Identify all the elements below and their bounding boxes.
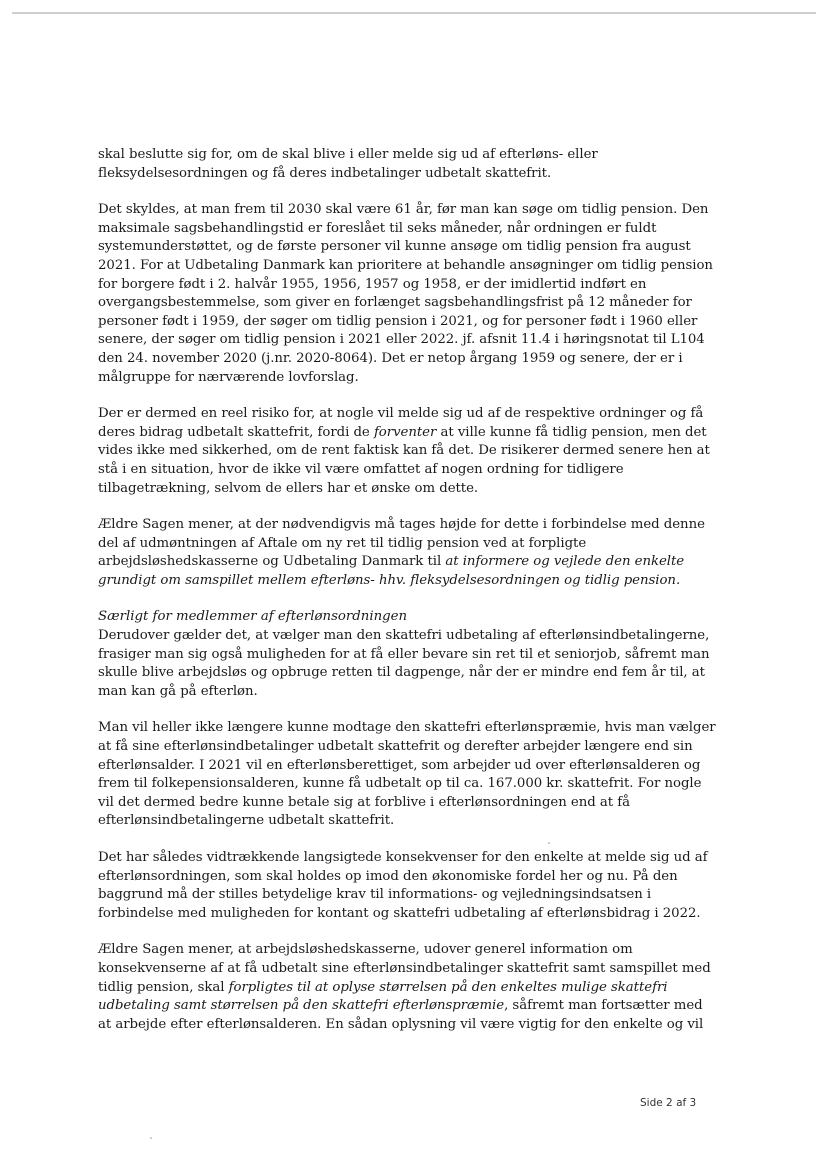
text-line (98, 627, 710, 646)
text-run: systemunderstøttet, og de første personer vil kunne ansøge om tidlig pension fra august (98, 239, 691, 255)
text-run: frasiger man sig også muligheden for at få eller bevare sin ret til et seniorjob, såfremt man (98, 646, 710, 662)
text-run: Det skyldes, at man frem til 2030 skal være 61 år, før man kan søge om tidlig pension. Den (98, 202, 709, 218)
text-run: konsekvenserne af at få udbetalt sine efterlønsindbetalinger skattefrit samt samspillet med (98, 960, 711, 976)
text-run: forbindelse med muligheden for kontant og skattefri udbetaling af efterlønsbidrag i 2022. (98, 905, 701, 921)
paragraph (98, 627, 710, 701)
text-line (98, 572, 698, 591)
top-page-border (12, 12, 816, 14)
text-line (98, 442, 710, 461)
text-run: fleksydelsesordningen og få deres indbetalinger udbetalt skattefrit. (98, 165, 552, 181)
text-run: at ville kunne få tidlig pension, men det (436, 424, 707, 440)
text-line (98, 719, 716, 738)
text-line (98, 868, 698, 887)
text-run: man kan gå på efterløn. (98, 683, 258, 699)
emphasized-text: udbetaling samt størrelsen på den skattefri efterlønspræmie (98, 998, 505, 1014)
text-run: del af udmøntningen af Aftale om ny ret til tidlig pension ved at forpligte (98, 535, 587, 551)
text-run: efterlønsordningen, som skal holdes op imod den økonomiske fordel her og nu. På den (98, 868, 678, 884)
text-run: baggrund må der stilles betydelige krav til informations- og vejledningsindsatsen i (98, 887, 652, 903)
text-line (98, 775, 702, 794)
text-line (98, 1016, 704, 1035)
text-line (98, 220, 698, 239)
text-line (98, 812, 698, 831)
document-body (98, 146, 716, 1034)
text-line (98, 405, 704, 424)
paragraph (98, 516, 705, 590)
text-line (98, 201, 709, 220)
text-run: personer født i 1959, der søger om tidlig pension i 2021, og for personer født i 1960 eller (98, 313, 698, 329)
text-line (98, 646, 710, 665)
text-run: Der er dermed en reel risiko for, at nogle vil melde sig ud af de respektive ordninger og få (98, 406, 704, 422)
text-run: deres bidrag udbetalt skattefrit, fordi de (98, 424, 374, 440)
text-line (98, 461, 698, 480)
paragraph (98, 941, 711, 1034)
scan-speck (150, 1137, 152, 1139)
text-line (98, 480, 698, 499)
emphasized-text: at informere og vejlede den enkelte (445, 554, 685, 570)
text-line (98, 165, 698, 184)
text-run: Man vil heller ikke længere kunne modtage den skattefri efterlønspræmie, hvis man vælger (98, 720, 716, 736)
paragraph (98, 719, 716, 831)
text-line (98, 238, 698, 257)
text-line (98, 683, 698, 702)
text-run: Det har således vidtrækkende langsigtede konsekvenser for den enkelte at melde sig ud af (98, 850, 708, 865)
text-line (98, 979, 698, 998)
text-run: stå i en situation, hvor de ikke vil være omfattet af nogen ordning for tidligere (98, 461, 624, 477)
text-run: Ældre Sagen mener, at der nødvendigvis må tages højde for dette i forbindelse med denne (98, 517, 705, 533)
emphasized-text: grundigt om samspillet mellem efterløns- hhv. fleksydelsesordningen og tidlig pension. (98, 572, 681, 588)
text-run: Ældre Sagen mener, at arbejdsløshedskasserne, udover generel information om (98, 942, 633, 958)
text-line (98, 794, 698, 813)
text-run: at få sine efterlønsindbetalinger udbetalt skattefrit og derefter arbejder længere end sin (98, 739, 693, 755)
text-run: at arbejde efter efterlønsalderen. En sådan oplysning vil være vigtig for den enkelte og vil (98, 1016, 704, 1032)
text-line (98, 516, 705, 535)
text-line (98, 350, 698, 369)
text-run: tidlig pension, skal (98, 979, 229, 995)
paragraph (98, 201, 713, 387)
text-line (98, 941, 698, 960)
scan-speck (548, 842, 550, 844)
text-run: efterlønsalder. I 2021 vil en efterlønsberettiget, som arbejder ud over efterlønsalderen og (98, 757, 701, 773)
text-run: den 24. november 2020 (j.nr. 2020-8064). Det er netop årgang 1959 og senere, der er i (98, 350, 683, 366)
text-line (98, 369, 698, 388)
paragraph (98, 849, 708, 923)
text-line (98, 905, 701, 924)
text-line (98, 276, 698, 295)
text-run: arbejdsløshedskasserne og Udbetaling Danmark til (98, 554, 446, 570)
text-line (98, 997, 703, 1016)
text-run: frem til folkepensionsalderen, kunne få udbetalt op til ca. 167.000 kr. skattefrit. For nogle (98, 776, 702, 792)
text-run: tilbagetrækning, selvom de ellers har et ønske om dette. (98, 480, 479, 496)
text-line (98, 886, 698, 905)
text-line (98, 849, 708, 868)
text-line (98, 313, 698, 332)
paragraph (98, 405, 710, 498)
text-run: maksimale sagsbehandlingstid er foreslået til seks måneder, når ordningen er fuldt (98, 220, 657, 236)
text-run: skal beslutte sig for, om de skal blive i eller melde sig ud af efterløns- eller (98, 147, 598, 162)
paragraph (98, 146, 698, 183)
text-line (98, 664, 705, 683)
page-number: Side 2 af 3 (640, 1097, 697, 1109)
text-run: , såfremt man fortsætter med (504, 998, 703, 1014)
text-run: 2021. For at Udbetaling Danmark kan prioritere at behandle ansøgninger om tidlig pension (98, 257, 713, 273)
emphasized-text: forventer (373, 424, 437, 440)
text-line (98, 331, 705, 350)
text-line (98, 757, 701, 776)
text-line (98, 424, 707, 443)
text-run: for borgere født i 2. halvår 1955, 1956, 1957 og 1958, er der imidlertid indført en (98, 276, 647, 292)
text-run: efterlønsindbetalingerne udbetalt skattefrit. (98, 813, 395, 829)
text-line (98, 257, 713, 276)
text-line (98, 553, 698, 572)
text-run: senere, der søger om tidlig pension i 2021 eller 2022. jf. afsnit 11.4 i høringsnotat til L104 (98, 332, 705, 348)
text-run: vides ikke med sikkerhed, om de rent faktisk kan få det. De risikerer dermed senere hen at (98, 443, 710, 459)
emphasized-text: forpligtes til at oplyse størrelsen på den enkeltes mulige skattefri (228, 979, 668, 995)
text-line (98, 960, 711, 979)
text-line (98, 294, 698, 313)
text-run: vil det dermed bedre kunne betale sig at forblive i efterlønsordningen end at få (98, 794, 630, 810)
text-line (98, 146, 698, 165)
text-run: Derudover gælder det, at vælger man den skattefri udbetaling af efterlønsindbetalingerne, (98, 628, 710, 644)
text-line (98, 535, 698, 554)
text-run: skulle blive arbejdsløs og opbruge retten til dagpenge, når der er mindre end fem år til, at (98, 665, 705, 681)
text-run: målgruppe for nærværende lovforslag. (98, 369, 359, 385)
section-heading: Særligt for medlemmer af efterlønsordningen (98, 609, 408, 625)
text-run: overgangsbestemmelse, som giver en forlænget sagsbehandlingsfrist på 12 måneder for (98, 295, 692, 311)
text-line (98, 738, 698, 757)
